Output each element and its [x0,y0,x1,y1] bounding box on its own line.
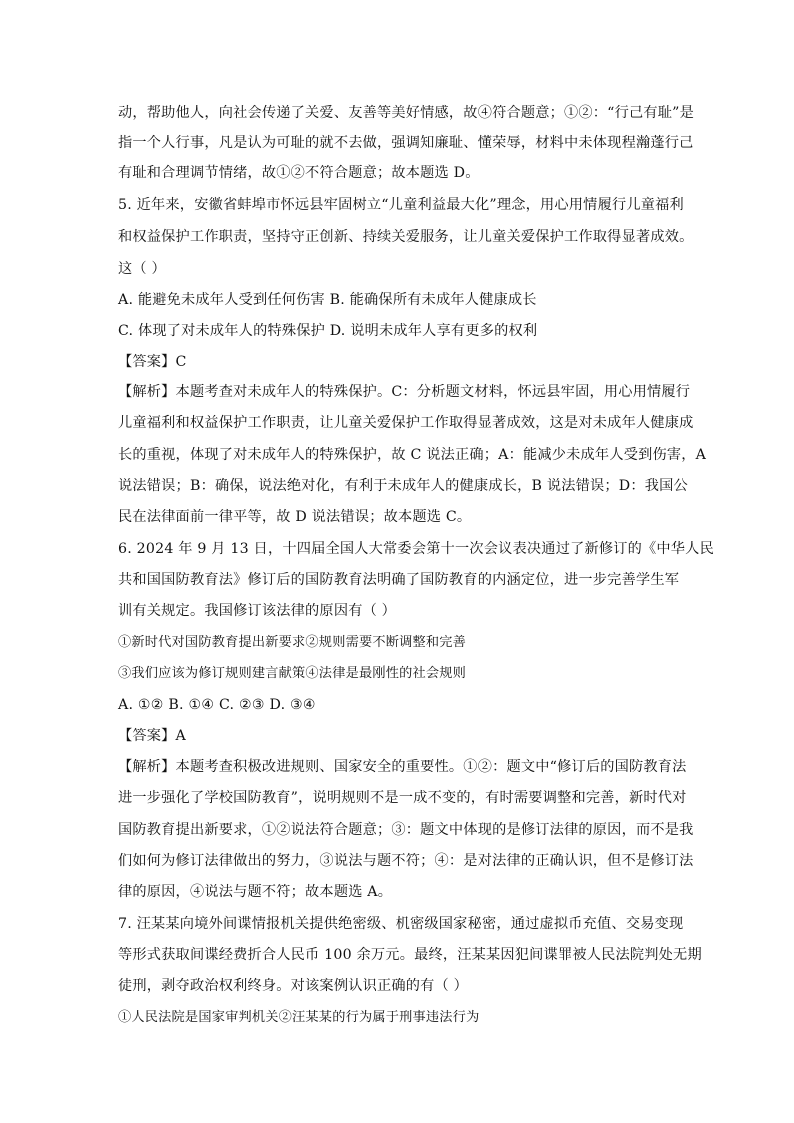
question-6-options: A. ①② B. ①④ C. ②③ D. ③④ [118,697,316,713]
question-6-stem: 6. 2024 年 9 月 13 日，十四届全国人大常委会第十一次会议表决通过了新修订的《中华人民 [118,541,714,557]
analysis-text: 律的原因，④说法与题不符；故本题选 A。 [118,884,393,900]
analysis-text: 长的重视，体现了对未成年人的特殊保护，故 C 说法正确；A：能减少未成年人受到伤害，A [118,447,707,463]
question-6-statements: ①新时代对国防教育提出新要求②规则需要不断调整和完善 [118,635,467,650]
question-5-stem: 和权益保护工作职责，坚持守正创新、持续关爱服务，让儿童关爱保护工作取得显著成效。 [118,229,694,245]
analysis-text: 【解析】本题考查对未成年人的特殊保护。C：分析题文材料，怀远县牢固，用心用情履行 [118,384,691,400]
question-5-options: A. 能避免未成年人受到任何伤害 B. 能确保所有未成年人健康成长 [118,292,537,308]
text-line: 指一个人行事，凡是认为可耻的就不去做，强调知廉耻、懂荣辱，材料中未体现程瀚蓬行己 [118,135,694,151]
question-6-stem: 训有关规定。我国修订该法律的原因有（ ） [118,603,397,619]
analysis-text: 民在法律面前一律平等，故 D 说法错误；故本题选 C。 [118,509,472,525]
answer-label: 【答案】C [118,354,187,370]
analysis-text: 【解析】本题考查积极改进规则、国家安全的重要性。①②：题文中“修订后的国防教育法 [118,759,687,775]
question-7-stem: 7. 汪某某向境外间谍情报机关提供绝密级、机密级国家秘密，通过虚拟币充值、交易变现 [118,916,684,932]
text-line: 动，帮助他人，向社会传递了关爱、友善等美好情感，故④符合题意；①②：“行己有耻”是 [118,105,695,121]
answer-label: 【答案】A [118,728,186,744]
analysis-text: 们如何为修订法律做出的努力，③说法与题不符；④：是对法律的正确认识，但不是修订法 [118,853,694,869]
question-6-statements: ③我们应该为修订规则建言献策④法律是最刚性的社会规则 [118,666,467,681]
analysis-text: 国防教育提出新要求，①②说法符合题意；③：题文中体现的是修订法律的原因，而不是我 [118,822,694,838]
question-7-statements: ①人民法院是国家审判机关②汪某某的行为属于刑事违法行为 [118,1010,480,1025]
question-6-stem: 共和国国防教育法》修订后的国防教育法明确了国防教育的内涵定位，进一步完善学生军 [118,572,680,588]
question-7-stem: 等形式获取间谍经费折合人民币 100 余万元。最终，汪某某因犯间谍罪被人民法院判处无期 [118,947,702,963]
question-5-stem: 5. 近年来，安徽省蚌埠市怀远县牢固树立“儿童利益最大化”理念，用心用情履行儿童福利 [118,197,684,213]
analysis-text: 进一步强化了学校国防教育”，说明规则不是一成不变的，有时需要调整和完善，新时代对 [118,790,687,806]
analysis-text: 儿童福利和权益保护工作职责，让儿童关爱保护工作取得显著成效，这是对未成年人健康成 [118,415,694,431]
question-7-stem: 徒刑，剥夺政治权利终身。对该案例认识正确的有（ ） [118,978,469,994]
question-5-options: C. 体现了对未成年人的特殊保护 D. 说明未成年人享有更多的权利 [118,323,538,339]
question-5-stem: 这（ ） [118,261,166,277]
text-line: 有耻和合理调节情绪，故①②不符合题意；故本题选 D。 [118,165,480,181]
analysis-text: 说法错误；B：确保，说法绝对化，有利于未成年人的健康成长，B 说法错误；D：我国公 [118,478,688,494]
